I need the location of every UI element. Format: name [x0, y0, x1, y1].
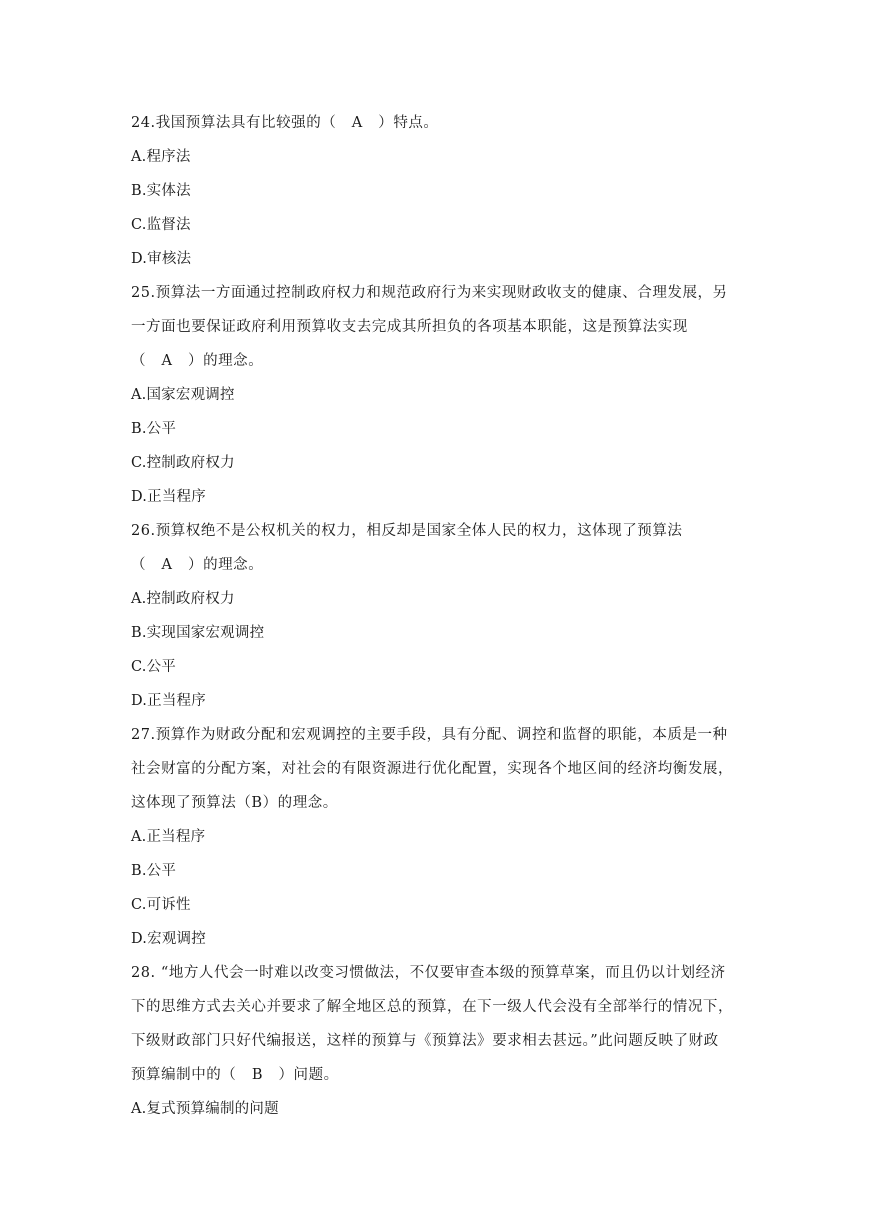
- question-text: [131, 956, 741, 1092]
- option-a: A.正当程序: [131, 829, 206, 845]
- question-25: [131, 276, 741, 514]
- question-line: 预算编制中的（ B ）问题。: [131, 1067, 339, 1083]
- option-c: C.监督法: [131, 217, 191, 233]
- question-line: （ A ）的理念。: [131, 353, 264, 369]
- question-line: 28. “地方人代会一时难以改变习惯做法，不仅要审查本级的预算草案，而且仍以计划经济: [131, 965, 726, 981]
- question-line: 这体现了预算法（B）的理念。: [131, 795, 338, 811]
- option-a: A.程序法: [131, 149, 191, 165]
- question-line: 24.我国预算法具有比较强的（ A ）特点。: [131, 115, 439, 131]
- option-a: A.复式预算编制的问题: [131, 1101, 279, 1117]
- question-line: （ A ）的理念。: [131, 557, 264, 573]
- option-d: D.宏观调控: [131, 931, 206, 947]
- question-line: 社会财富的分配方案，对社会的有限资源进行优化配置，实现各个地区间的经济均衡发展，: [131, 761, 733, 777]
- option-c: C.公平: [131, 659, 176, 675]
- option-a: A.国家宏观调控: [131, 387, 235, 403]
- question-line: 25.预算法一方面通过控制政府权力和规范政府行为来实现财政收支的健康、合理发展，另: [131, 285, 728, 301]
- option-b: B.实体法: [131, 183, 191, 199]
- option-d: D.正当程序: [131, 693, 206, 709]
- question-line: 27.预算作为财政分配和宏观调控的主要手段，具有分配、调控和监督的职能，本质是一种: [131, 727, 728, 743]
- question-line: 26.预算权绝不是公权机关的权力，相反却是国家全体人民的权力，这体现了预算法: [131, 523, 683, 539]
- option-b: B.公平: [131, 863, 177, 879]
- question-text: [131, 514, 741, 582]
- option-c: C.可诉性: [131, 897, 191, 913]
- option-c: C.控制政府权力: [131, 455, 235, 471]
- option-d: D.正当程序: [131, 489, 206, 505]
- option-d: D.审核法: [131, 251, 192, 267]
- question-line: 一方面也要保证政府利用预算收支去完成其所担负的各项基本职能，这是预算法实现: [131, 319, 688, 335]
- question-text: [131, 276, 741, 378]
- question-28: [131, 956, 741, 1126]
- question-26: [131, 514, 741, 718]
- question-list: [131, 106, 741, 1126]
- option-b: B.实现国家宏观调控: [131, 625, 265, 641]
- question-line: 下的思维方式去关心并要求了解全地区总的预算，在下一级人代会没有全部举行的情况下，: [131, 999, 733, 1015]
- question-24: [131, 106, 741, 276]
- question-27: [131, 718, 741, 956]
- question-line: 下级财政部门只好代编报送，这样的预算与《预算法》要求相去甚远。”此问题反映了财政: [131, 1033, 719, 1049]
- question-text: [131, 106, 741, 140]
- option-b: B.公平: [131, 421, 177, 437]
- question-text: [131, 718, 741, 820]
- option-a: A.控制政府权力: [131, 591, 235, 607]
